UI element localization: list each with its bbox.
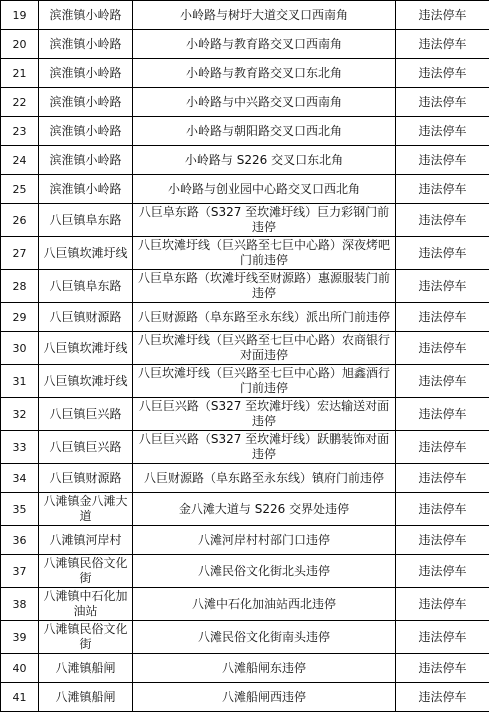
location-cell: 小岭路与教育路交叉口西南角 <box>133 30 396 59</box>
town-road-cell: 八滩镇民俗文化街 <box>39 621 133 654</box>
town-road-cell: 八巨镇阜东路 <box>39 270 133 303</box>
table-row <box>1 464 489 493</box>
violation-type-cell: 违法停车 <box>396 621 489 654</box>
row-number-cell: 33 <box>1 431 39 464</box>
violation-type-cell: 违法停车 <box>396 117 489 146</box>
violation-type-cell: 违法停车 <box>396 464 489 493</box>
table-row <box>1 117 489 146</box>
table-row <box>1 1 489 30</box>
violation-type-cell: 违法停车 <box>396 30 489 59</box>
table-row <box>1 398 489 431</box>
location-cell: 八巨财源路（阜东路至永东线）镇府门前违停 <box>133 464 396 493</box>
town-road-cell: 滨淮镇小岭路 <box>39 175 133 204</box>
row-number-cell: 24 <box>1 146 39 175</box>
town-road-cell: 八巨镇坎滩圩线 <box>39 237 133 270</box>
row-number-cell: 34 <box>1 464 39 493</box>
row-number-cell: 36 <box>1 526 39 555</box>
row-number-cell: 38 <box>1 588 39 621</box>
town-road-cell: 八滩镇船闸 <box>39 654 133 683</box>
violation-type-cell: 违法停车 <box>396 398 489 431</box>
town-road-cell: 八巨镇财源路 <box>39 464 133 493</box>
row-number-cell: 26 <box>1 204 39 237</box>
row-number-cell: 37 <box>1 555 39 588</box>
table-row <box>1 493 489 526</box>
town-road-cell: 滨淮镇小岭路 <box>39 117 133 146</box>
violation-type-cell: 违法停车 <box>396 303 489 332</box>
violation-type-cell: 违法停车 <box>396 204 489 237</box>
table-body <box>1 1 489 712</box>
violation-type-cell: 违法停车 <box>396 146 489 175</box>
location-cell: 八巨财源路（阜东路至永东线）派出所门前违停 <box>133 303 396 332</box>
table-row <box>1 204 489 237</box>
row-number-cell: 28 <box>1 270 39 303</box>
table-row <box>1 88 489 117</box>
location-cell: 八巨坎滩圩线（巨兴路至七巨中心路）旭鑫酒行门前违停 <box>133 365 396 398</box>
town-road-cell: 滨淮镇小岭路 <box>39 1 133 30</box>
row-number-cell: 32 <box>1 398 39 431</box>
location-cell: 八滩中石化加油站西北违停 <box>133 588 396 621</box>
location-cell: 八滩船闸东违停 <box>133 654 396 683</box>
location-cell: 小岭路与 S226 交叉口东北角 <box>133 146 396 175</box>
location-cell: 小岭路与创业园中心路交叉口西北角 <box>133 175 396 204</box>
town-road-cell: 八滩镇船闸 <box>39 683 133 712</box>
town-road-cell: 滨淮镇小岭路 <box>39 146 133 175</box>
violation-type-cell: 违法停车 <box>396 683 489 712</box>
violation-type-cell: 违法停车 <box>396 588 489 621</box>
location-cell: 八巨巨兴路（S327 至坎滩圩线）宏达输送对面违停 <box>133 398 396 431</box>
location-cell: 八滩船闸西违停 <box>133 683 396 712</box>
violation-type-cell: 违法停车 <box>396 332 489 365</box>
violation-type-cell: 违法停车 <box>396 526 489 555</box>
town-road-cell: 八滩镇河岸村 <box>39 526 133 555</box>
violation-type-cell: 违法停车 <box>396 175 489 204</box>
table-row <box>1 365 489 398</box>
violation-type-cell: 违法停车 <box>396 555 489 588</box>
table-row <box>1 303 489 332</box>
location-cell: 小岭路与树圩大道交叉口西南角 <box>133 1 396 30</box>
location-cell: 八滩民俗文化街北头违停 <box>133 555 396 588</box>
town-road-cell: 八巨镇巨兴路 <box>39 431 133 464</box>
table-row <box>1 621 489 654</box>
table-row <box>1 332 489 365</box>
table-row <box>1 59 489 88</box>
table-row <box>1 588 489 621</box>
row-number-cell: 22 <box>1 88 39 117</box>
table-row <box>1 146 489 175</box>
location-cell: 八滩民俗文化街南头违停 <box>133 621 396 654</box>
table-row <box>1 526 489 555</box>
table-row <box>1 654 489 683</box>
table-row <box>1 555 489 588</box>
table-row <box>1 237 489 270</box>
location-cell: 八巨阜东路（坎滩圩线至财源路）惠源服装门前违停 <box>133 270 396 303</box>
violation-type-cell: 违法停车 <box>396 59 489 88</box>
table-row <box>1 270 489 303</box>
row-number-cell: 31 <box>1 365 39 398</box>
table-row <box>1 683 489 712</box>
town-road-cell: 八滩镇金八滩大道 <box>39 493 133 526</box>
town-road-cell: 八滩镇民俗文化街 <box>39 555 133 588</box>
location-cell: 金八滩大道与 S226 交界处违停 <box>133 493 396 526</box>
table-row <box>1 431 489 464</box>
town-road-cell: 八巨镇巨兴路 <box>39 398 133 431</box>
location-cell: 八巨巨兴路（S327 至坎滩圩线）跃鹏装饰对面违停 <box>133 431 396 464</box>
row-number-cell: 21 <box>1 59 39 88</box>
location-cell: 小岭路与朝阳路交叉口西北角 <box>133 117 396 146</box>
town-road-cell: 滨淮镇小岭路 <box>39 88 133 117</box>
row-number-cell: 27 <box>1 237 39 270</box>
violation-type-cell: 违法停车 <box>396 654 489 683</box>
location-cell: 小岭路与教育路交叉口东北角 <box>133 59 396 88</box>
table-row <box>1 175 489 204</box>
row-number-cell: 40 <box>1 654 39 683</box>
row-number-cell: 29 <box>1 303 39 332</box>
violation-type-cell: 违法停车 <box>396 431 489 464</box>
violation-type-cell: 违法停车 <box>396 270 489 303</box>
row-number-cell: 25 <box>1 175 39 204</box>
town-road-cell: 八巨镇阜东路 <box>39 204 133 237</box>
location-cell: 八巨坎滩圩线（巨兴路至七巨中心路）农商银行对面违停 <box>133 332 396 365</box>
town-road-cell: 八巨镇坎滩圩线 <box>39 365 133 398</box>
town-road-cell: 八巨镇财源路 <box>39 303 133 332</box>
row-number-cell: 39 <box>1 621 39 654</box>
location-cell: 八滩河岸村村部门口违停 <box>133 526 396 555</box>
town-road-cell: 滨淮镇小岭路 <box>39 59 133 88</box>
town-road-cell: 滨淮镇小岭路 <box>39 30 133 59</box>
row-number-cell: 23 <box>1 117 39 146</box>
row-number-cell: 19 <box>1 1 39 30</box>
location-cell: 八巨阜东路（S327 至坎滩圩线）巨力彩钢门前违停 <box>133 204 396 237</box>
row-number-cell: 41 <box>1 683 39 712</box>
violation-type-cell: 违法停车 <box>396 1 489 30</box>
town-road-cell: 八巨镇坎滩圩线 <box>39 332 133 365</box>
violation-type-cell: 违法停车 <box>396 493 489 526</box>
violation-type-cell: 违法停车 <box>396 365 489 398</box>
row-number-cell: 20 <box>1 30 39 59</box>
row-number-cell: 30 <box>1 332 39 365</box>
table-row <box>1 30 489 59</box>
location-cell: 小岭路与中兴路交叉口西南角 <box>133 88 396 117</box>
location-cell: 八巨坎滩圩线（巨兴路至七巨中心路）深夜烤吧门前违停 <box>133 237 396 270</box>
town-road-cell: 八滩镇中石化加油站 <box>39 588 133 621</box>
violation-type-cell: 违法停车 <box>396 237 489 270</box>
row-number-cell: 35 <box>1 493 39 526</box>
violation-type-cell: 违法停车 <box>396 88 489 117</box>
